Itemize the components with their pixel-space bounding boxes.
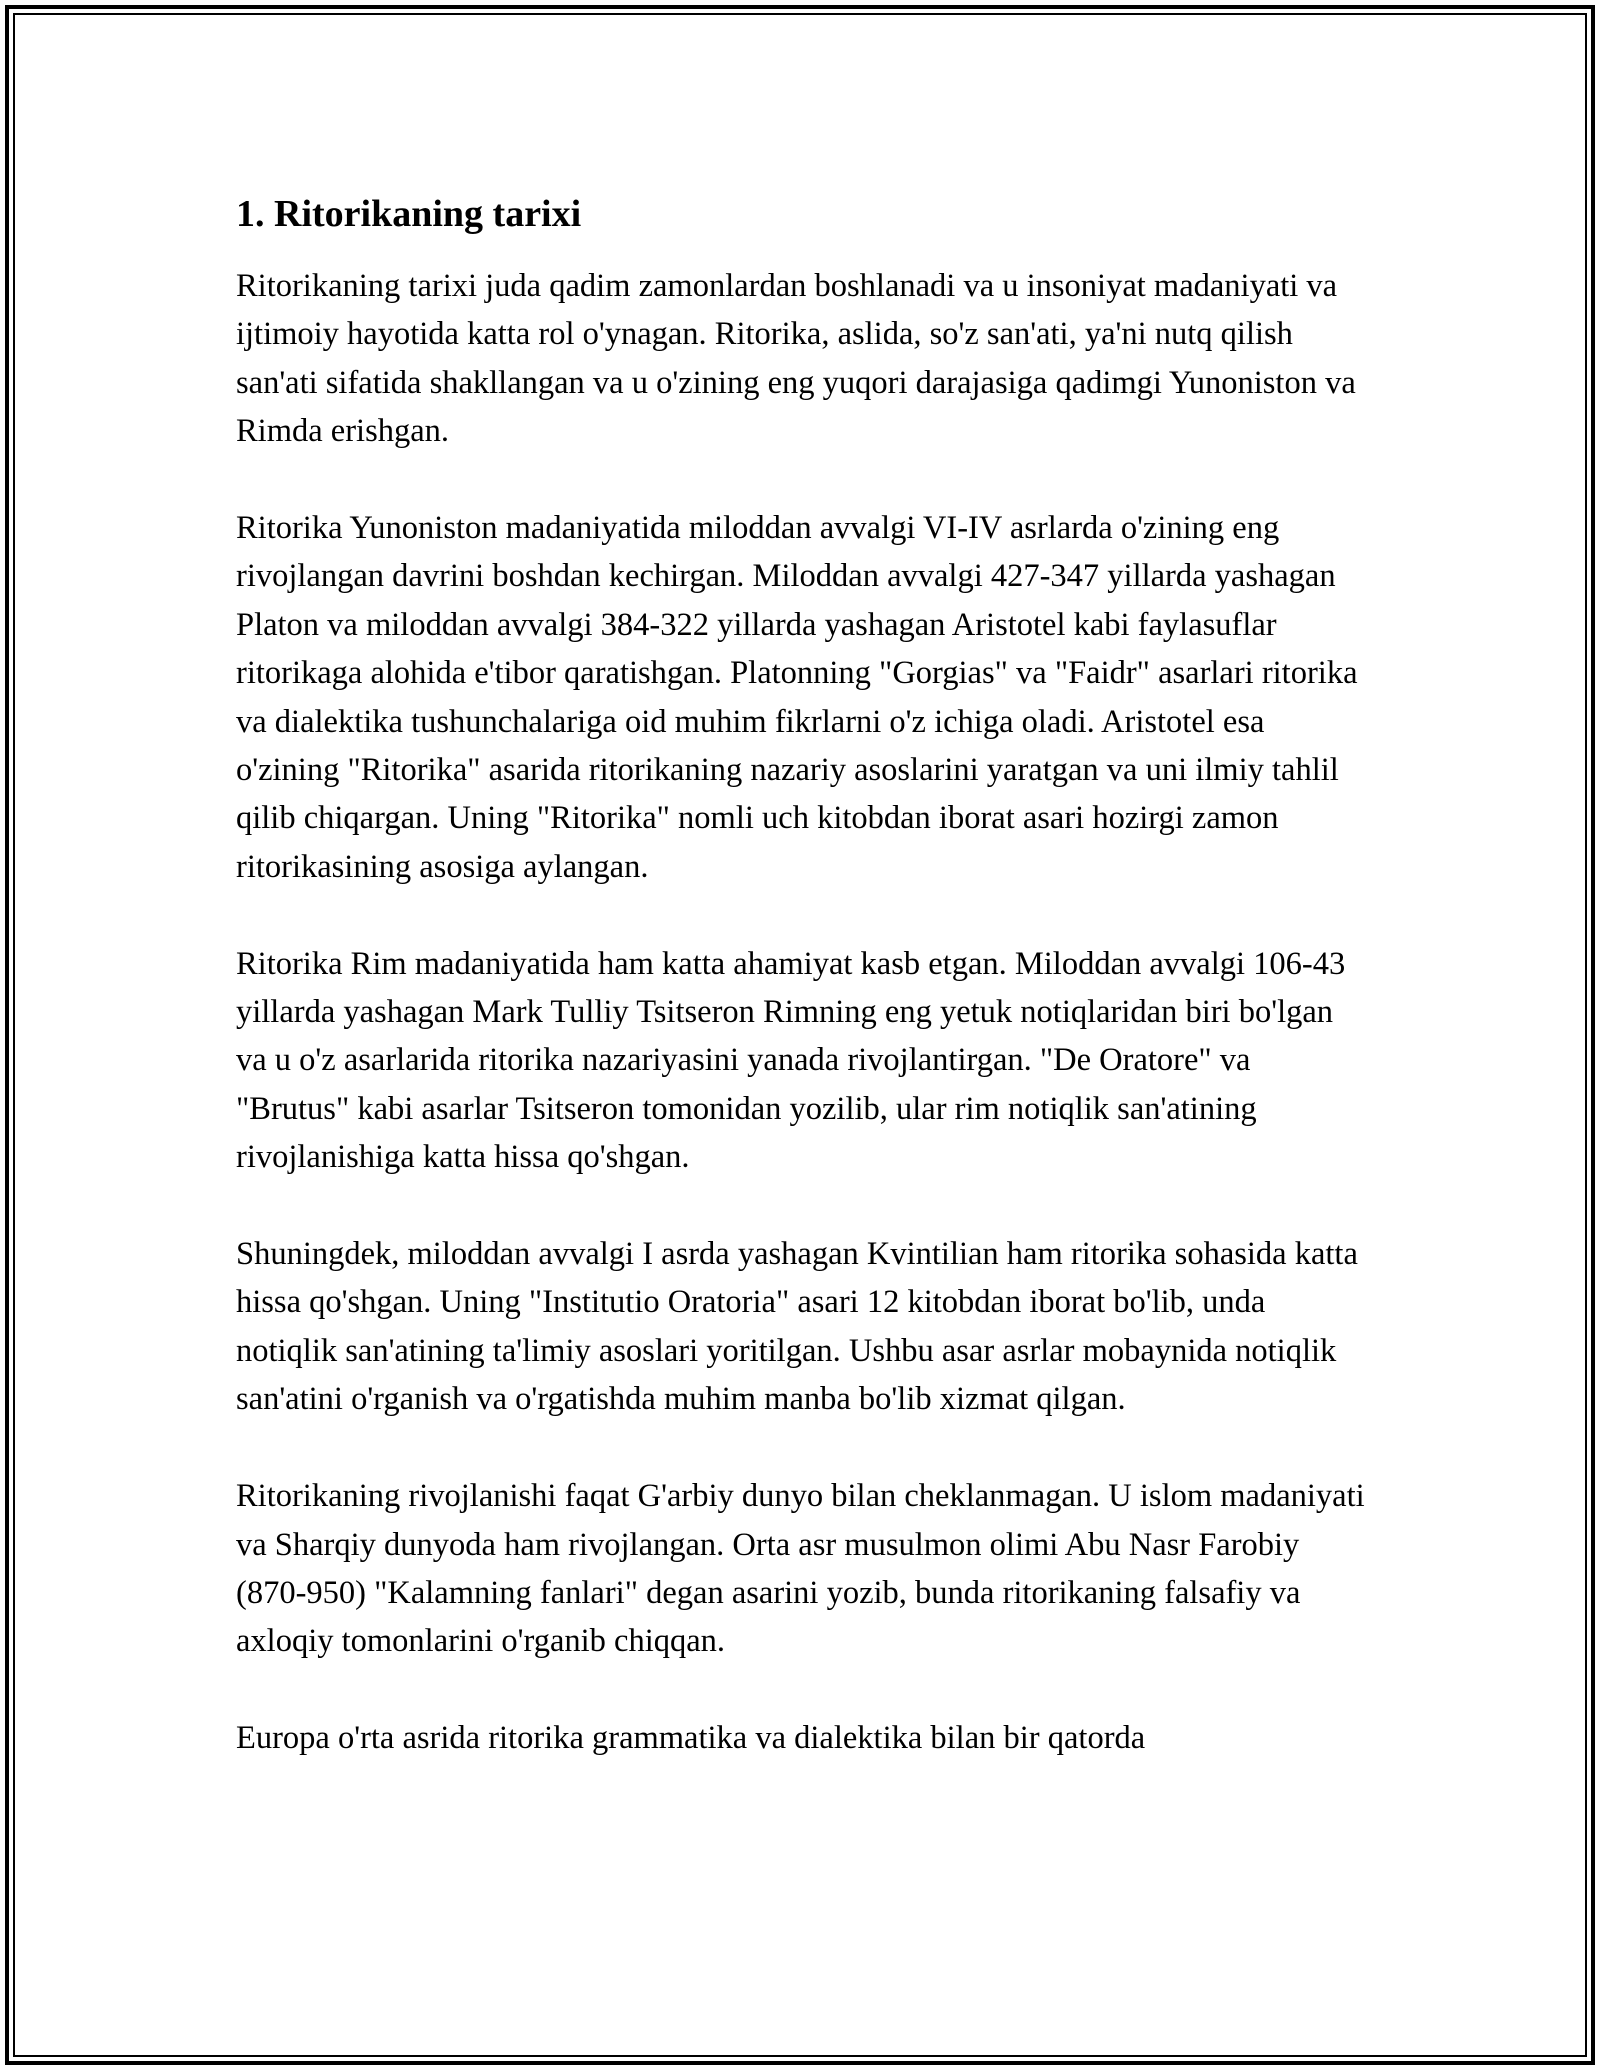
paragraph-3: Ritorika Rim madaniyatida ham katta ahamiyat kasb etgan. Miloddan avvalgi 106-43 yillarda yashagan Mark Tulliy Tsitseron Rimning eng yetuk notiqlaridan biri bo'lgan va u o'z asarlarida ritorika nazariyasini yanada rivojlantirgan. "De Oratore" va "Brutus" kabi asarlar Tsitseron tomonidan yozilib, ular rim notiqlik san'atining rivojlanishiga katta hissa qo'shgan. <box>236 945 1346 1176</box>
paragraph-5: Ritorikaning rivojlanishi faqat G'arbiy dunyo bilan cheklanmagan. U islom madaniyati va Sharqiy dunyoda ham rivojlangan. Orta asr musulmon olimi Abu Nasr Farobiy (870-950) "Kalamning fanlari" degan asarini yozib, bunda ritorikaning falsafiy va axloqiy tomonlarini o'rganib chiqqan. <box>236 1478 1365 1660</box>
paragraph-6: Europa o'rta asrida ritorika grammatika va dialektika bilan bir qatorda <box>236 1720 1146 1757</box>
paragraph-4: Shuningdek, miloddan avvalgi I asrda yashagan Kvintilian ham ritorika sohasida katta hissa qo'shgan. Uning "Institutio Oratoria" asari 12 kitobdan iborat bo'lib, unda notiqlik san'atining ta'limiy asoslari yoritilgan. Ushbu asar asrlar mobaynida notiqlik san'atini o'rganish va o'rgatishda muhim manba bo'lib xizmat qilgan. <box>236 1236 1358 1418</box>
paragraph-1: Ritorikaning tarixi juda qadim zamonlardan boshlanadi va u insoniyat madaniyati va ijtimoiy hayotida katta rol o'ynagan. Ritorika, aslida, so'z san'ati, ya'ni nutq qilish san'ati sifatida shakllangan va u o'zining eng yuqori darajasiga qadimgi Yunoniston va Rimda erishgan. <box>236 268 1356 450</box>
paragraph-2: Ritorika Yunoniston madaniyatida miloddan avvalgi VI-IV asrlarda o'zining eng rivojlangan davrini boshdan kechirgan. Miloddan avvalgi 427-347 yillarda yashagan Platon va miloddan avvalgi 384-322 yillarda yashagan Aristotel kabi faylasuflar ritorikaga alohida e'tibor qaratishgan. Platonning "Gorgias" va "Faidr" asarlari ritorika va dialektika tushunchalariga oid muhim fikrlarni o'z ichiga oladi. Aristotel esa o'zining "Ritorika" asarida ritorikaning nazariy asoslarini yaratgan va uni ilmiy tahlil qilib chiqargan. Uning "Ritorika" nomli uch kitobdan iborat asari hozirgi zamon ritorikasining asosiga aylangan. <box>236 510 1358 885</box>
document-body <box>236 186 1366 1763</box>
section-heading: 1. Ritorikaning tarixi <box>236 193 582 235</box>
